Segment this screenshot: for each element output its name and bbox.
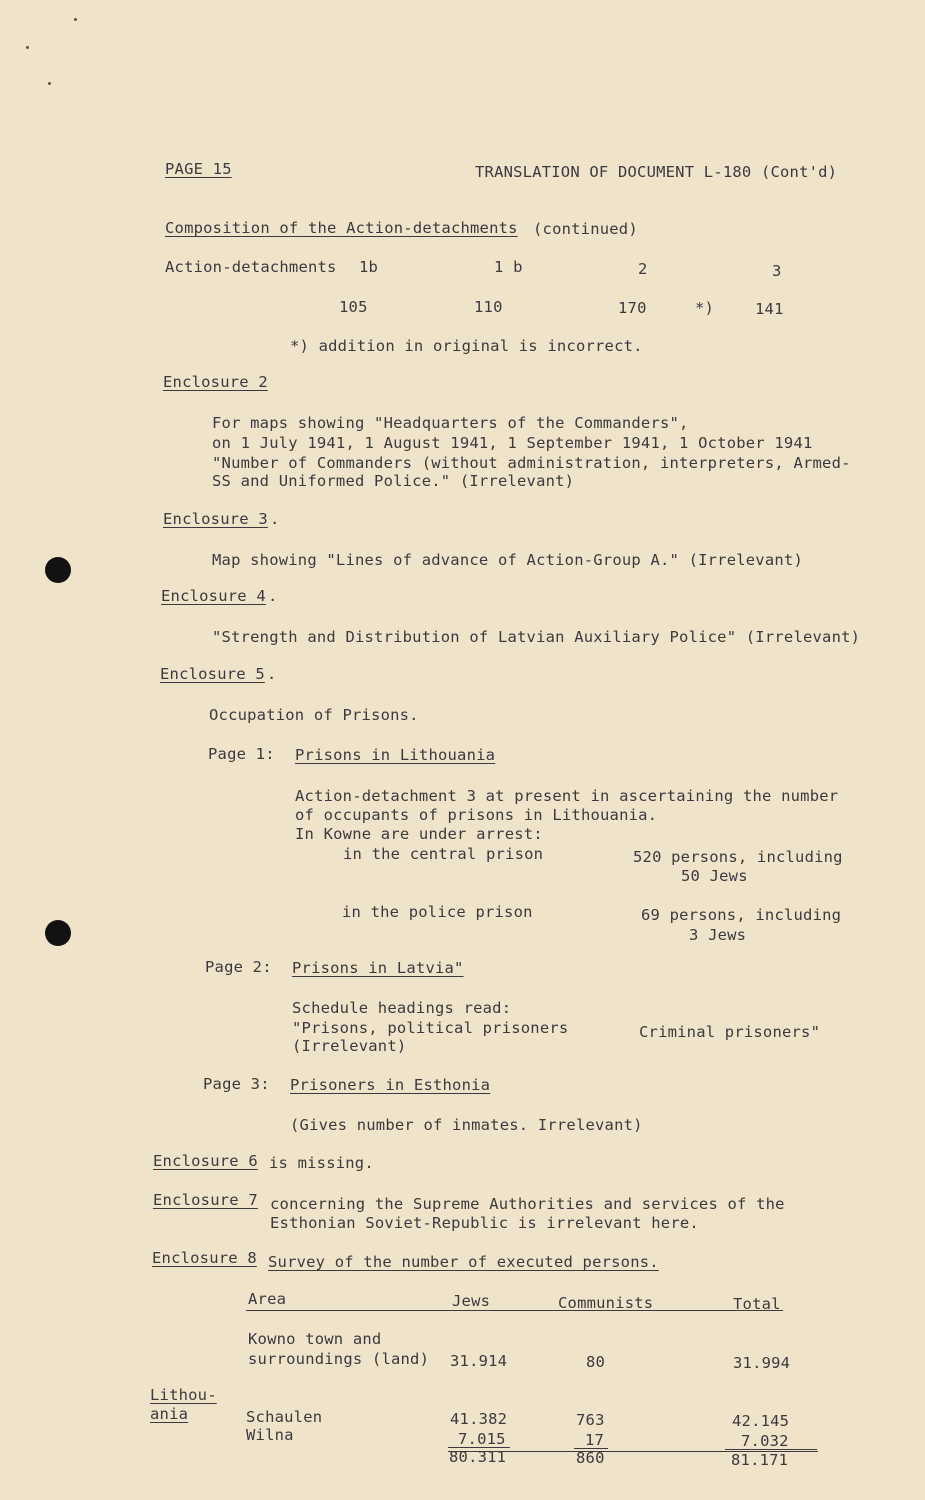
table-header-jews: Jews xyxy=(452,1292,491,1310)
table-row-2-communists: 763 xyxy=(576,1411,605,1429)
paper-speck xyxy=(74,18,77,21)
paper-speck xyxy=(48,82,51,85)
page-2-line-2: "Prisons, political prisoners xyxy=(292,1019,569,1037)
table-side-label-line-1: Lithou- xyxy=(150,1386,217,1404)
page-2-line-1: Schedule headings read: xyxy=(292,999,512,1017)
enclosure-5-period: . xyxy=(267,665,277,683)
page-3-title: Prisoners in Esthonia xyxy=(290,1076,491,1094)
page-2-title: Prisons in Latvia" xyxy=(292,959,464,977)
composition-row-label: Action-detachments xyxy=(165,258,337,276)
enclosure-2-line-4: SS and Uniformed Police." (Irrelevant) xyxy=(212,472,575,490)
composition-value-2: 170 xyxy=(618,299,647,317)
enclosure-2-line-1: For maps showing "Headquarters of the Commanders", xyxy=(212,414,689,432)
table-side-label-line-2: ania xyxy=(150,1405,189,1423)
table-row-3-jews: 7.015 xyxy=(458,1430,506,1448)
table-row-3-total: 7.032 xyxy=(741,1432,789,1450)
table-row-1-area-line-2: surroundings (land) xyxy=(248,1350,430,1368)
table-row-1-total: 31.994 xyxy=(733,1354,791,1372)
page-1-title: Prisons in Lithouania xyxy=(295,746,496,764)
enclosure-6-text: is missing. xyxy=(269,1154,374,1172)
enclosure-6-heading: Enclosure 6 xyxy=(153,1152,258,1170)
table-row-1-jews: 31.914 xyxy=(450,1352,508,1370)
police-prison-label: in the police prison xyxy=(342,903,533,921)
enclosure-5-heading: Enclosure 5 xyxy=(160,665,265,683)
enclosure-3-period: . xyxy=(270,510,280,528)
binder-hole-bottom xyxy=(45,920,71,946)
page-3-label: Page 3: xyxy=(203,1075,270,1093)
document-title: TRANSLATION OF DOCUMENT L-180 (Cont'd) xyxy=(475,163,838,181)
composition-value-3: 141 xyxy=(755,300,784,318)
table-header-communists: Communists xyxy=(558,1294,654,1312)
table-row-2-total: 42.145 xyxy=(732,1412,790,1430)
composition-col-1b-second: 1 b xyxy=(494,258,523,276)
enclosure-4-period: . xyxy=(268,587,278,605)
table-row-2-jews: 41.382 xyxy=(450,1410,508,1428)
page-2-line-2-right: Criminal prisoners" xyxy=(639,1023,821,1041)
composition-footnote: *) addition in original is incorrect. xyxy=(290,337,643,355)
page-1-line-2: of occupants of prisons in Lithouania. xyxy=(295,806,658,824)
central-prison-jews: 50 Jews xyxy=(681,867,748,885)
police-prison-count: 69 persons, including xyxy=(641,906,842,924)
enclosure-2-heading: Enclosure 2 xyxy=(163,373,268,391)
page-1-line-1: Action-detachment 3 at present in ascertaining the number xyxy=(295,787,839,805)
table-header-total: Total xyxy=(733,1295,781,1313)
table-row-1-communists: 80 xyxy=(586,1353,606,1371)
table-sum-rule-total xyxy=(725,1449,817,1450)
binder-hole-top xyxy=(45,557,71,583)
table-row-3-communists: 17 xyxy=(585,1431,605,1449)
table-row-1-area-line-1: Kowno town and xyxy=(248,1330,382,1348)
composition-col-2: 2 xyxy=(638,260,648,278)
table-sum-total: 81.171 xyxy=(731,1451,789,1469)
enclosure-2-line-2: on 1 July 1941, 1 August 1941, 1 September 1941, 1 October 1941 xyxy=(212,434,813,452)
enclosure-3-text: Map showing "Lines of advance of Action-Group A." (Irrelevant) xyxy=(212,551,803,569)
composition-heading-suffix: (continued) xyxy=(533,220,638,238)
enclosure-7-heading: Enclosure 7 xyxy=(153,1191,258,1209)
page-1-line-3: In Kowne are under arrest: xyxy=(295,825,543,843)
paper-speck xyxy=(26,46,29,49)
page-2-label: Page 2: xyxy=(205,958,272,976)
enclosure-4-heading: Enclosure 4 xyxy=(161,587,266,605)
table-row-3-area: Wilna xyxy=(246,1426,294,1444)
enclosure-2-line-3: "Number of Commanders (without administration, interpreters, Armed- xyxy=(212,454,851,472)
table-header-rule xyxy=(246,1310,783,1311)
enclosure-3-heading: Enclosure 3 xyxy=(163,510,268,528)
composition-heading: Composition of the Action-detachments xyxy=(165,219,518,237)
table-sum-communists: 860 xyxy=(576,1449,605,1467)
table-header-area: Area xyxy=(248,1290,287,1308)
table-sum-jews: 80.311 xyxy=(449,1448,507,1466)
enclosure-7-line-1: concerning the Supreme Authorities and services of the xyxy=(270,1195,785,1213)
composition-footnote-mark: *) xyxy=(695,299,715,317)
composition-col-1b: 1b xyxy=(359,258,379,276)
composition-value-1b-second: 110 xyxy=(474,298,503,316)
page-number: PAGE 15 xyxy=(165,160,232,178)
enclosure-4-text: "Strength and Distribution of Latvian Auxiliary Police" (Irrelevant) xyxy=(212,628,861,646)
page-3-text: (Gives number of inmates. Irrelevant) xyxy=(290,1116,643,1134)
police-prison-jews: 3 Jews xyxy=(689,926,747,944)
composition-col-3: 3 xyxy=(772,262,782,280)
central-prison-count: 520 persons, including xyxy=(633,848,843,866)
table-row-2-area: Schaulen xyxy=(246,1408,323,1426)
enclosure-8-title: Survey of the number of executed persons. xyxy=(268,1253,659,1271)
enclosure-5-title: Occupation of Prisons. xyxy=(209,706,419,724)
central-prison-label: in the central prison xyxy=(343,845,544,863)
composition-value-1b: 105 xyxy=(339,298,368,316)
page-2-line-3: (Irrelevant) xyxy=(292,1037,407,1055)
page-1-label: Page 1: xyxy=(208,745,275,763)
enclosure-7-line-2: Esthonian Soviet-Republic is irrelevant here. xyxy=(270,1214,699,1232)
enclosure-8-heading: Enclosure 8 xyxy=(152,1249,257,1267)
